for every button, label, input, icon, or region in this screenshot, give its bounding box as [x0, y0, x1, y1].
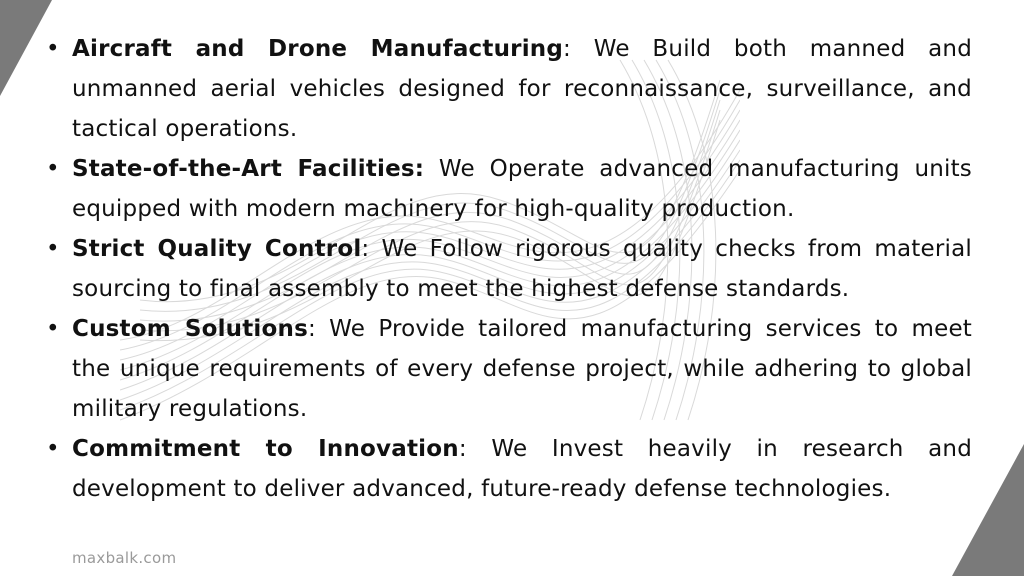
bullet-separator: :: [308, 316, 316, 342]
feature-bullet-list: [46, 29, 972, 509]
bullet-dot-icon: •: [46, 316, 60, 342]
bullet-dot-icon: •: [46, 436, 60, 462]
bullet-separator: :: [361, 236, 370, 262]
bullet-term: Commitment to Innovation: [72, 436, 459, 462]
bullet-text: We Operate advanced manufacturing units equipped with modern machinery for high-quality production.: [72, 156, 972, 222]
bullet-term: Aircraft and Drone Manufacturing: [72, 36, 564, 62]
bullet-aircraft-drone-manufacturing: [46, 29, 972, 149]
watermark-text: maxbalk.com: [72, 549, 177, 567]
bullet-term: Strict Quality Control: [72, 236, 362, 262]
bullet-dot-icon: •: [46, 236, 60, 262]
bullet-text: We Follow rigorous quality checks from material sourcing to final assembly to meet the highest defense standards.: [72, 236, 973, 302]
bullet-text: We Build both manned and unmanned aerial vehicles designed for reconnaissance, surveillance, and tactical operations.: [72, 36, 972, 142]
bullet-dot-icon: •: [46, 36, 60, 62]
corner-decoration-top-left: [0, 0, 52, 96]
bullet-term: Custom Solutions: [72, 316, 308, 342]
bullet-custom-solutions: [46, 309, 972, 429]
bullet-commitment-to-innovation: [46, 429, 972, 509]
bullet-separator: :: [458, 436, 467, 462]
bullet-text: We Provide tailored manufacturing services to meet the unique requirements of every defense project, while adhering to global military regulations.: [72, 316, 973, 422]
bullet-term: State-of-the-Art Facilities:: [72, 156, 425, 182]
bullet-strict-quality-control: [46, 229, 972, 309]
bullet-separator: :: [563, 36, 571, 62]
bullet-text: We Invest heavily in research and development to deliver advanced, future-ready defense technologies.: [72, 436, 972, 502]
bullet-dot-icon: •: [46, 156, 60, 182]
bullet-state-of-the-art-facilities: [46, 149, 972, 229]
